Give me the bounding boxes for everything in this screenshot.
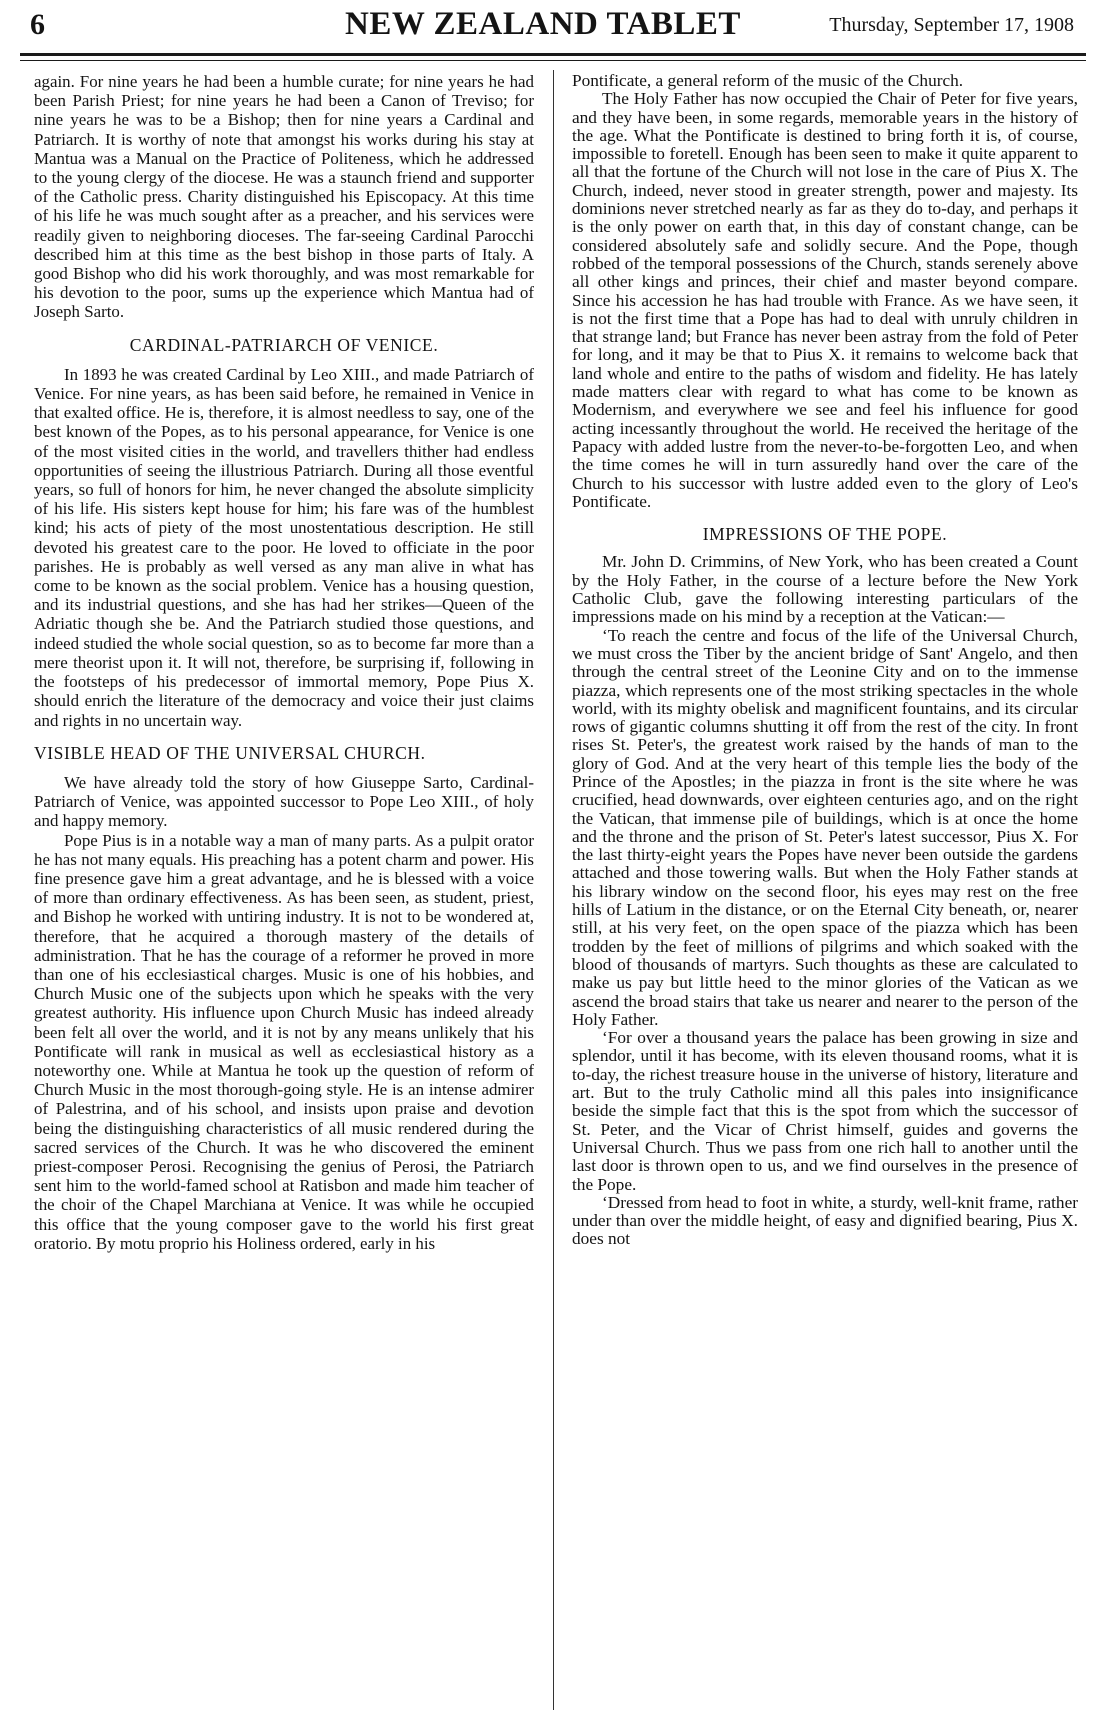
- right-paragraph-4: ‘To reach the centre and focus of the life of the Universal Church, we must cross the Tiber by the ancient bridge of Sant' Angelo, and then through the central street of the Leonine City and on to the immense piazza, which represents one of the most striking spectacles in the whole world, with its mighty obelisk and magnificent fountains, and its circular rows of gigantic columns shutting it off from the rest of the city. In front rises St. Peter's, the greatest work raised by the hands of man to the glory of God. And at the very heart of this temple lies the body of the Prince of the Apostles; in the piazza in front is the site where he was crucified, head downwards, over eighteen centuries ago, and on the right the Vatican, that immense pile of buildings, which is at once the home and the throne and the prison of St. Peter's latest successor, Pius X. For the last thirty-eight years the Popes have never been outside the gardens attached and those towering walls. But when the Holy Father stands at his library window on the second floor, his eyes may rest on the free hills of Latium in the distance, or on the Eternal City beneath, or, nearer still, at his very feet, on the open space of the piazza which has been trodden by the feet of millions of pilgrims and which soaked with the blood of thousands of martyrs. Such thoughts as these are calculated to make us pay but little heed to the minor glories of the Vatican as we ascend the broad stairs that take us nearer and nearer to the person of the Holy Father.: [572, 625, 1078, 1029]
- right-paragraph-6: ‘Dressed from head to foot in white, a sturdy, well-knit frame, rather under than over the middle height, of easy and dignified bearing, Pius X. does not: [572, 1192, 1078, 1249]
- left-column: [34, 72, 534, 1253]
- right-paragraph-3: Mr. John D. Crimmins, of New York, who has been created a Count by the Holy Father, in the course of a lecture before the New York Catholic Club, gave the following interesting particulars of the impressions made on his mind by a reception at the Vatican:—: [572, 552, 1078, 627]
- column-divider: [553, 70, 554, 1710]
- heading-visible-head: VISIBLE HEAD OF THE UNIVERSAL CHURCH.: [34, 742, 426, 763]
- page-number: 6: [30, 8, 45, 41]
- heading-cardinal-patriarch: CARDINAL-PATRIARCH OF VENICE.: [129, 334, 439, 355]
- right-paragraph-1: Pontificate, a general reform of the music of the Church.: [572, 71, 964, 90]
- issue-date: Thursday, September 17, 1908: [829, 14, 1074, 36]
- left-paragraph-3: We have already told the story of how Giuseppe Sarto, Cardinal-Patriarch of Venice, was appointed successor to Pope Leo XIII., of holy and happy memory.: [34, 772, 534, 831]
- masthead-title: NEW ZEALAND TABLET: [345, 6, 741, 42]
- left-paragraph-2: In 1893 he was created Cardinal by Leo XIII., and made Patriarch of Venice. For nine years, as has been said before, he remained in Venice in that exalted office. He is, therefore, it is almost needless to say, one of the best known of the Popes, as to his personal appearance, for Venice is one of the most visited cities in the world, and travellers thither had endless opportunities of seeing the illustrious Patriarch. During all those eventful years, so full of honors for him, he never changed the absolute simplicity of his life. His sisters kept house for him; his fare was of the humblest kind; his acts of piety of the most unostentatious description. He still devoted his greatest care to the poor. He loved to officiate in the poor parishes. He is probably as well versed as any man alive in what has come to be known as the social problem. Venice has a housing question, and its industrial questions, and she has had her strikes—Queen of the Adriatic though she be. And the Patriarch studied those questions, and indeed studied the whole social question, so as to become far more than a mere theorist upon it. It will not, therefore, be surprising if, following in the footsteps of his predecessor of immortal memory, Pope Pius X. should enrich the literature of the democracy and voice their just claims and rights in no uncertain way.: [34, 364, 534, 730]
- left-paragraph-4: Pope Pius is in a notable way a man of many parts. As a pulpit orator he has not many equals. His preaching has a potent charm and power. His fine presence gave him a great advantage, and he is blessed with a voice of more than ordinary effectiveness. As has been seen, as student, priest, and Bishop he worked with untiring industry. It is not to be wondered at, therefore, that he acquired a thorough mastery of the details of administration. That he has the courage of a reformer he proved in more than one of his ecclesiastical charges. Music is one of his hobbies, and Church Music one of the subjects upon which he speaks with the very greatest authority. His influence upon Church Music has indeed already been felt all over the world, and it is not by any means unlikely that his Pontificate will rank in musical as well as ecclesiastical history as a noteworthy one. While at Mantua he took up the question of reform of Church Music in the most thorough-going style. He is an intense admirer of Palestrina, and of his school, and insists upon praise and devotion being the distinguishing characteristics of all music rendered during the sacred services of the Church. It was he who discovered the eminent priest-composer Perosi. Recognising the genius of Perosi, the Patriarch sent him to the world-famed school at Ratisbon and made him teacher of the choir of the Chapel Marchiana at Venice. It was while he occupied this office that the young composer gave to the world his first great oratorio. By motu proprio his Holiness ordered, early in his: [34, 830, 534, 1253]
- header-rule-thin: [20, 60, 1086, 61]
- right-paragraph-5: ‘For over a thousand years the palace has been growing in size and splendor, until it has become, with its eleven thousand rooms, what it is to-day, the richest treasure house in the universe of history, literature and art. But to the truly Catholic mind all this pales into insignificance beside the simple fact that this is the spot from which the successor of St. Peter, and the Vicar of Christ himself, guides and governs the Universal Church. Thus we pass from one rich hall to another until the last door is thrown open to us, and we find ourselves in the presence of the Pope.: [572, 1028, 1078, 1194]
- header-rule-thick: [20, 53, 1086, 56]
- right-paragraph-2: The Holy Father has now occupied the Chair of Peter for five years, and they have been, in some regards, memorable years in the history of the age. What the Pontificate is destined to bring forth it is, of course, impossible to foretell. Enough has been seen to make it quite apparent to all that the fortune of the Church will not lose in the care of Pius X. The Church, indeed, never stood in greater strength, power and majesty. Its dominions never stretched nearly as far as they do to-day, and perhaps it is the only power on earth that, in this day of constant change, can be considered absolutely safe and solidly secure. And the Pope, though robbed of the temporal possessions of the Church, stands serenely above all other kings and princes, their chief and master beyond compare. Since his accession he has had trouble with France. As we have seen, it is not the first time that a Pope has had to deal with unruly children in that strange land; but France has never been astray from the fold of Peter for long, and it may be that to Pius X. it remains to welcome back that land whole and entire to the paths of wisdom and fidelity. He has lately made matters clear with regard to what has come to be known as Modernism, and everywhere we see and feel his influence for good acting incessantly throughout the world. He received the heritage of the Papacy with added lustre from the never-to-be-forgotten Leo, and when the time comes he will in turn assuredly hand over the care of the Church to his successor with lustre added even to the glory of Leo's Pontificate.: [572, 89, 1078, 511]
- heading-impressions: IMPRESSIONS OF THE POPE.: [702, 524, 948, 545]
- right-column: [572, 72, 1078, 1249]
- left-paragraph-1: again. For nine years he had been a humble curate; for nine years he had been Parish Priest; for nine years he had been a Canon of Treviso; for nine years he was to be a Bishop; then for nine years a Cardinal and Patriarch. It is worthy of note that amongst his works during his stay at Mantua was a Manual on the Practice of Politeness, which he addressed to the young clergy of the diocese. He was a staunch friend and supporter of the Catholic press. Charity distinguished his Episcopacy. At this time of his life he was much sought after as a preacher, and his services were readily given to neighboring dioceses. The far-seeing Cardinal Parocchi described him at this time as the best bishop in those parts of Italy. A good Bishop who did his work thoroughly, and was most remarkable for his devotion to the poor, sums up the experience which Mantua had of Joseph Sarto.: [34, 72, 534, 322]
